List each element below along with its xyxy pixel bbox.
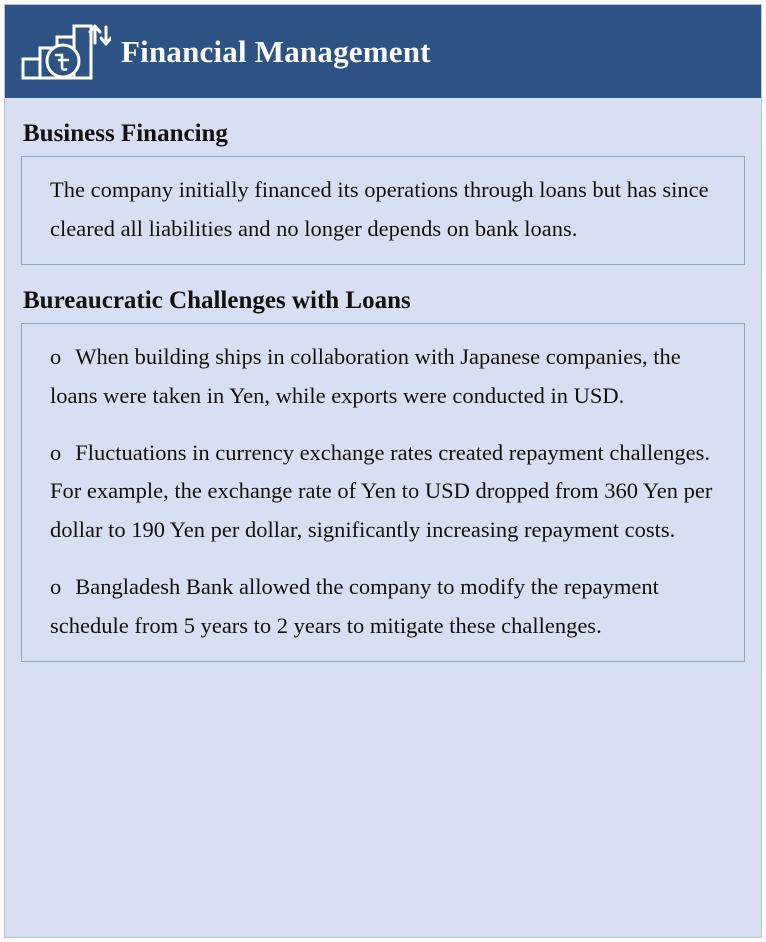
list-item-text: Bangladesh Bank allowed the company to modify the repayment schedule from 5 years to 2 years to mitigate these challenges. xyxy=(50,573,659,638)
financial-management-card xyxy=(4,4,762,938)
list-item xyxy=(50,338,722,415)
section-heading-bureaucratic-challenges: Bureaucratic Challenges with Loans xyxy=(23,287,411,315)
card-header xyxy=(5,5,761,98)
bureaucratic-challenges-box xyxy=(21,323,745,662)
list-item-text: When building ships in collaboration with Japanese companies, the loans were taken in Yen, while exports were conducted in USD. xyxy=(50,344,681,409)
bar-chart-taka-currency-icon xyxy=(17,19,113,85)
list-marker: o xyxy=(50,439,62,465)
page-title: Financial Management xyxy=(121,33,431,69)
list-item xyxy=(50,568,722,645)
list-marker: o xyxy=(50,344,62,370)
list-item-text: Fluctuations in currency exchange rates created repayment challenges. For example, the exchange rate of Yen to USD dropped from 360 Yen per dollar to 190 Yen per dollar, significantly increasing repayment costs. xyxy=(50,439,713,543)
list-item xyxy=(50,434,722,550)
section-heading-business-financing: Business Financing xyxy=(23,120,228,147)
business-financing-box xyxy=(21,156,745,265)
paragraph: The company initially financed its operations through loans but has since cleared all liabilities and no longer depends on bank loans. xyxy=(50,177,709,241)
card-body xyxy=(5,98,761,937)
list-marker: o xyxy=(50,573,62,599)
